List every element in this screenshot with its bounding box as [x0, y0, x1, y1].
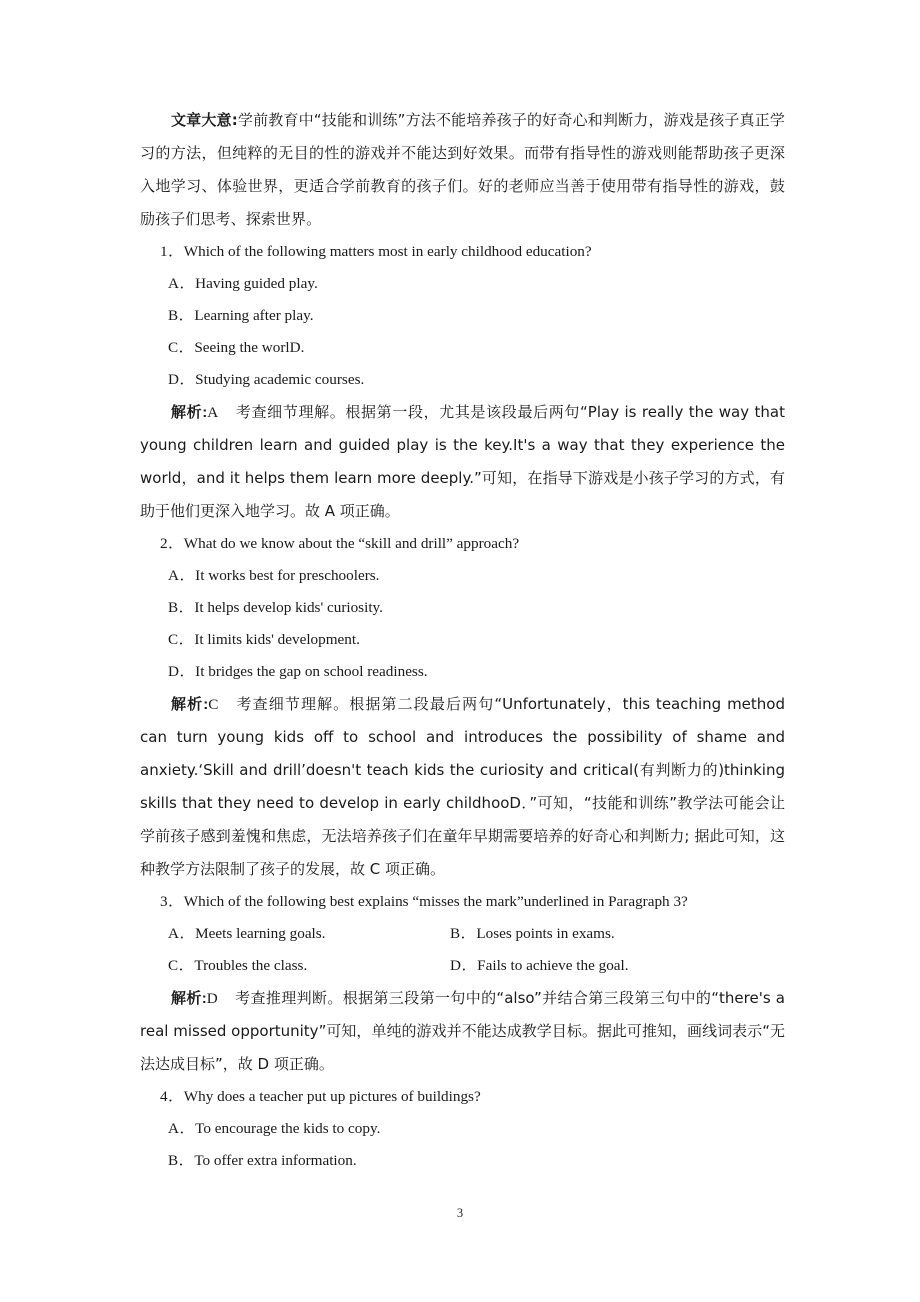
option-letter: B． [168, 1152, 195, 1169]
explanation [140, 396, 785, 528]
page-number: 3 [456, 1206, 464, 1220]
question-number: 2． [160, 535, 184, 552]
question-text: Which of the following matters most in early childhood education? [183, 243, 592, 260]
option-text: It works best for preschoolers. [195, 567, 380, 584]
option-letter: D． [168, 371, 196, 388]
article-summary-text: 学前教育中“技能和训练”方法不能培养孩子的好奇心和判断力，游戏是孩子真正学习的方法，但纯粹的无目的性的游戏并不能达到好效果。而带有指导性的游戏则能帮助孩子更深入地学习、体验世界，更适合学前教育的孩子们。好的老师应当善于使用带有指导性的游戏，鼓励孩子们思考、探索世界。 [140, 111, 786, 228]
option-text: Having guided play. [195, 275, 318, 292]
question-number: 4． [160, 1088, 184, 1105]
option-text: To encourage the kids to copy. [195, 1120, 381, 1137]
option-a[interactable] [140, 560, 785, 592]
option-letter: C． [168, 631, 195, 648]
option-d[interactable] [140, 364, 785, 396]
explanation [140, 982, 785, 1081]
option-text: To offer extra information. [194, 1152, 357, 1169]
option-letter: A． [168, 567, 196, 584]
question-text: Which of the following best explains “misses the mark”underlined in Paragraph 3? [183, 893, 688, 910]
option-text: Loses points in exams. [476, 925, 615, 942]
option-text: Meets learning goals. [195, 925, 326, 942]
option-c[interactable] [140, 332, 785, 364]
explanation-label: 解析: [171, 696, 209, 713]
explanation-answer: C [208, 696, 219, 713]
explanation-answer: A [207, 404, 219, 421]
option-text: Seeing the worlD. [194, 339, 305, 356]
option-letter: A． [168, 1120, 196, 1137]
option-b[interactable] [450, 918, 615, 950]
option-text: Learning after play. [194, 307, 314, 324]
option-text: Studying academic courses. [195, 371, 365, 388]
option-letter: C． [168, 339, 195, 356]
option-c[interactable] [140, 950, 450, 982]
option-a[interactable] [140, 268, 785, 300]
question-stem [140, 236, 785, 268]
explanation-label: 解析: [171, 990, 207, 1007]
article-summary-label: 文章大意: [171, 111, 238, 129]
option-d[interactable] [450, 950, 629, 982]
explanation-text: 考查推理判断。根据第三段第一句中的“also”并结合第三段第三句中的“there's a real missed opportunity”可知，单纯的游戏并不能达成教学目标。据此可推知，画线词表示“无法达成目标”，故 D 项正确。 [140, 989, 785, 1073]
option-c[interactable] [140, 624, 785, 656]
question-text: Why does a teacher put up pictures of buildings? [183, 1088, 481, 1105]
question-number: 1． [160, 243, 184, 260]
page-content [140, 104, 785, 1177]
option-letter: D． [450, 957, 478, 974]
option-letter: D． [168, 663, 196, 680]
explanation-text: 考查细节理解。根据第二段最后两句“Unfortunately，this teaching method can turn young kids off to school and introduces the possibility of shame and anxiety.‘Skill and drill’doesn't teach kids the curiosity and critical(有判断力的)thinking skills that they need to develop in early childhooD．”可知，“技能和训练”教学法可能会让学前孩子感到羞愧和焦虑，无法培养孩子们在童年早期需要培养的好奇心和判断力; 据此可知，这种教学方法限制了孩子的发展，故 C 项正确。 [140, 695, 785, 878]
question-number: 3． [160, 893, 184, 910]
option-text: It bridges the gap on school readiness. [195, 663, 428, 680]
explanation-answer: D [206, 990, 218, 1007]
option-letter: B． [168, 599, 195, 616]
article-summary [140, 104, 785, 236]
option-row [140, 950, 785, 982]
option-d[interactable] [140, 656, 785, 688]
option-b[interactable] [140, 592, 785, 624]
option-letter: A． [168, 275, 196, 292]
question-stem [140, 1081, 785, 1113]
option-letter: B． [450, 925, 477, 942]
option-a[interactable] [140, 1113, 785, 1145]
question-stem [140, 528, 785, 560]
option-b[interactable] [140, 1145, 785, 1177]
question-text: What do we know about the “skill and drill” approach? [183, 535, 520, 552]
explanation [140, 688, 785, 886]
option-letter: A． [168, 925, 196, 942]
explanation-text: 考查细节理解。根据第一段，尤其是该段最后两句“Play is really the way that young children learn and guided play is the key.It's a way that they experience the world，and it helps them learn more deeply.”可知，在指导下游戏是小孩子学习的方式，有助于他们更深入地学习。故 A 项正确。 [140, 403, 785, 520]
option-b[interactable] [140, 300, 785, 332]
explanation-label: 解析: [171, 404, 208, 421]
option-letter: C． [168, 957, 195, 974]
option-row [140, 918, 785, 950]
option-letter: B． [168, 307, 195, 324]
option-text: Troubles the class. [194, 957, 308, 974]
option-text: Fails to achieve the goal. [477, 957, 629, 974]
option-a[interactable] [140, 918, 450, 950]
question-stem [140, 886, 785, 918]
option-text: It limits kids' development. [194, 631, 360, 648]
option-text: It helps develop kids' curiosity. [194, 599, 383, 616]
